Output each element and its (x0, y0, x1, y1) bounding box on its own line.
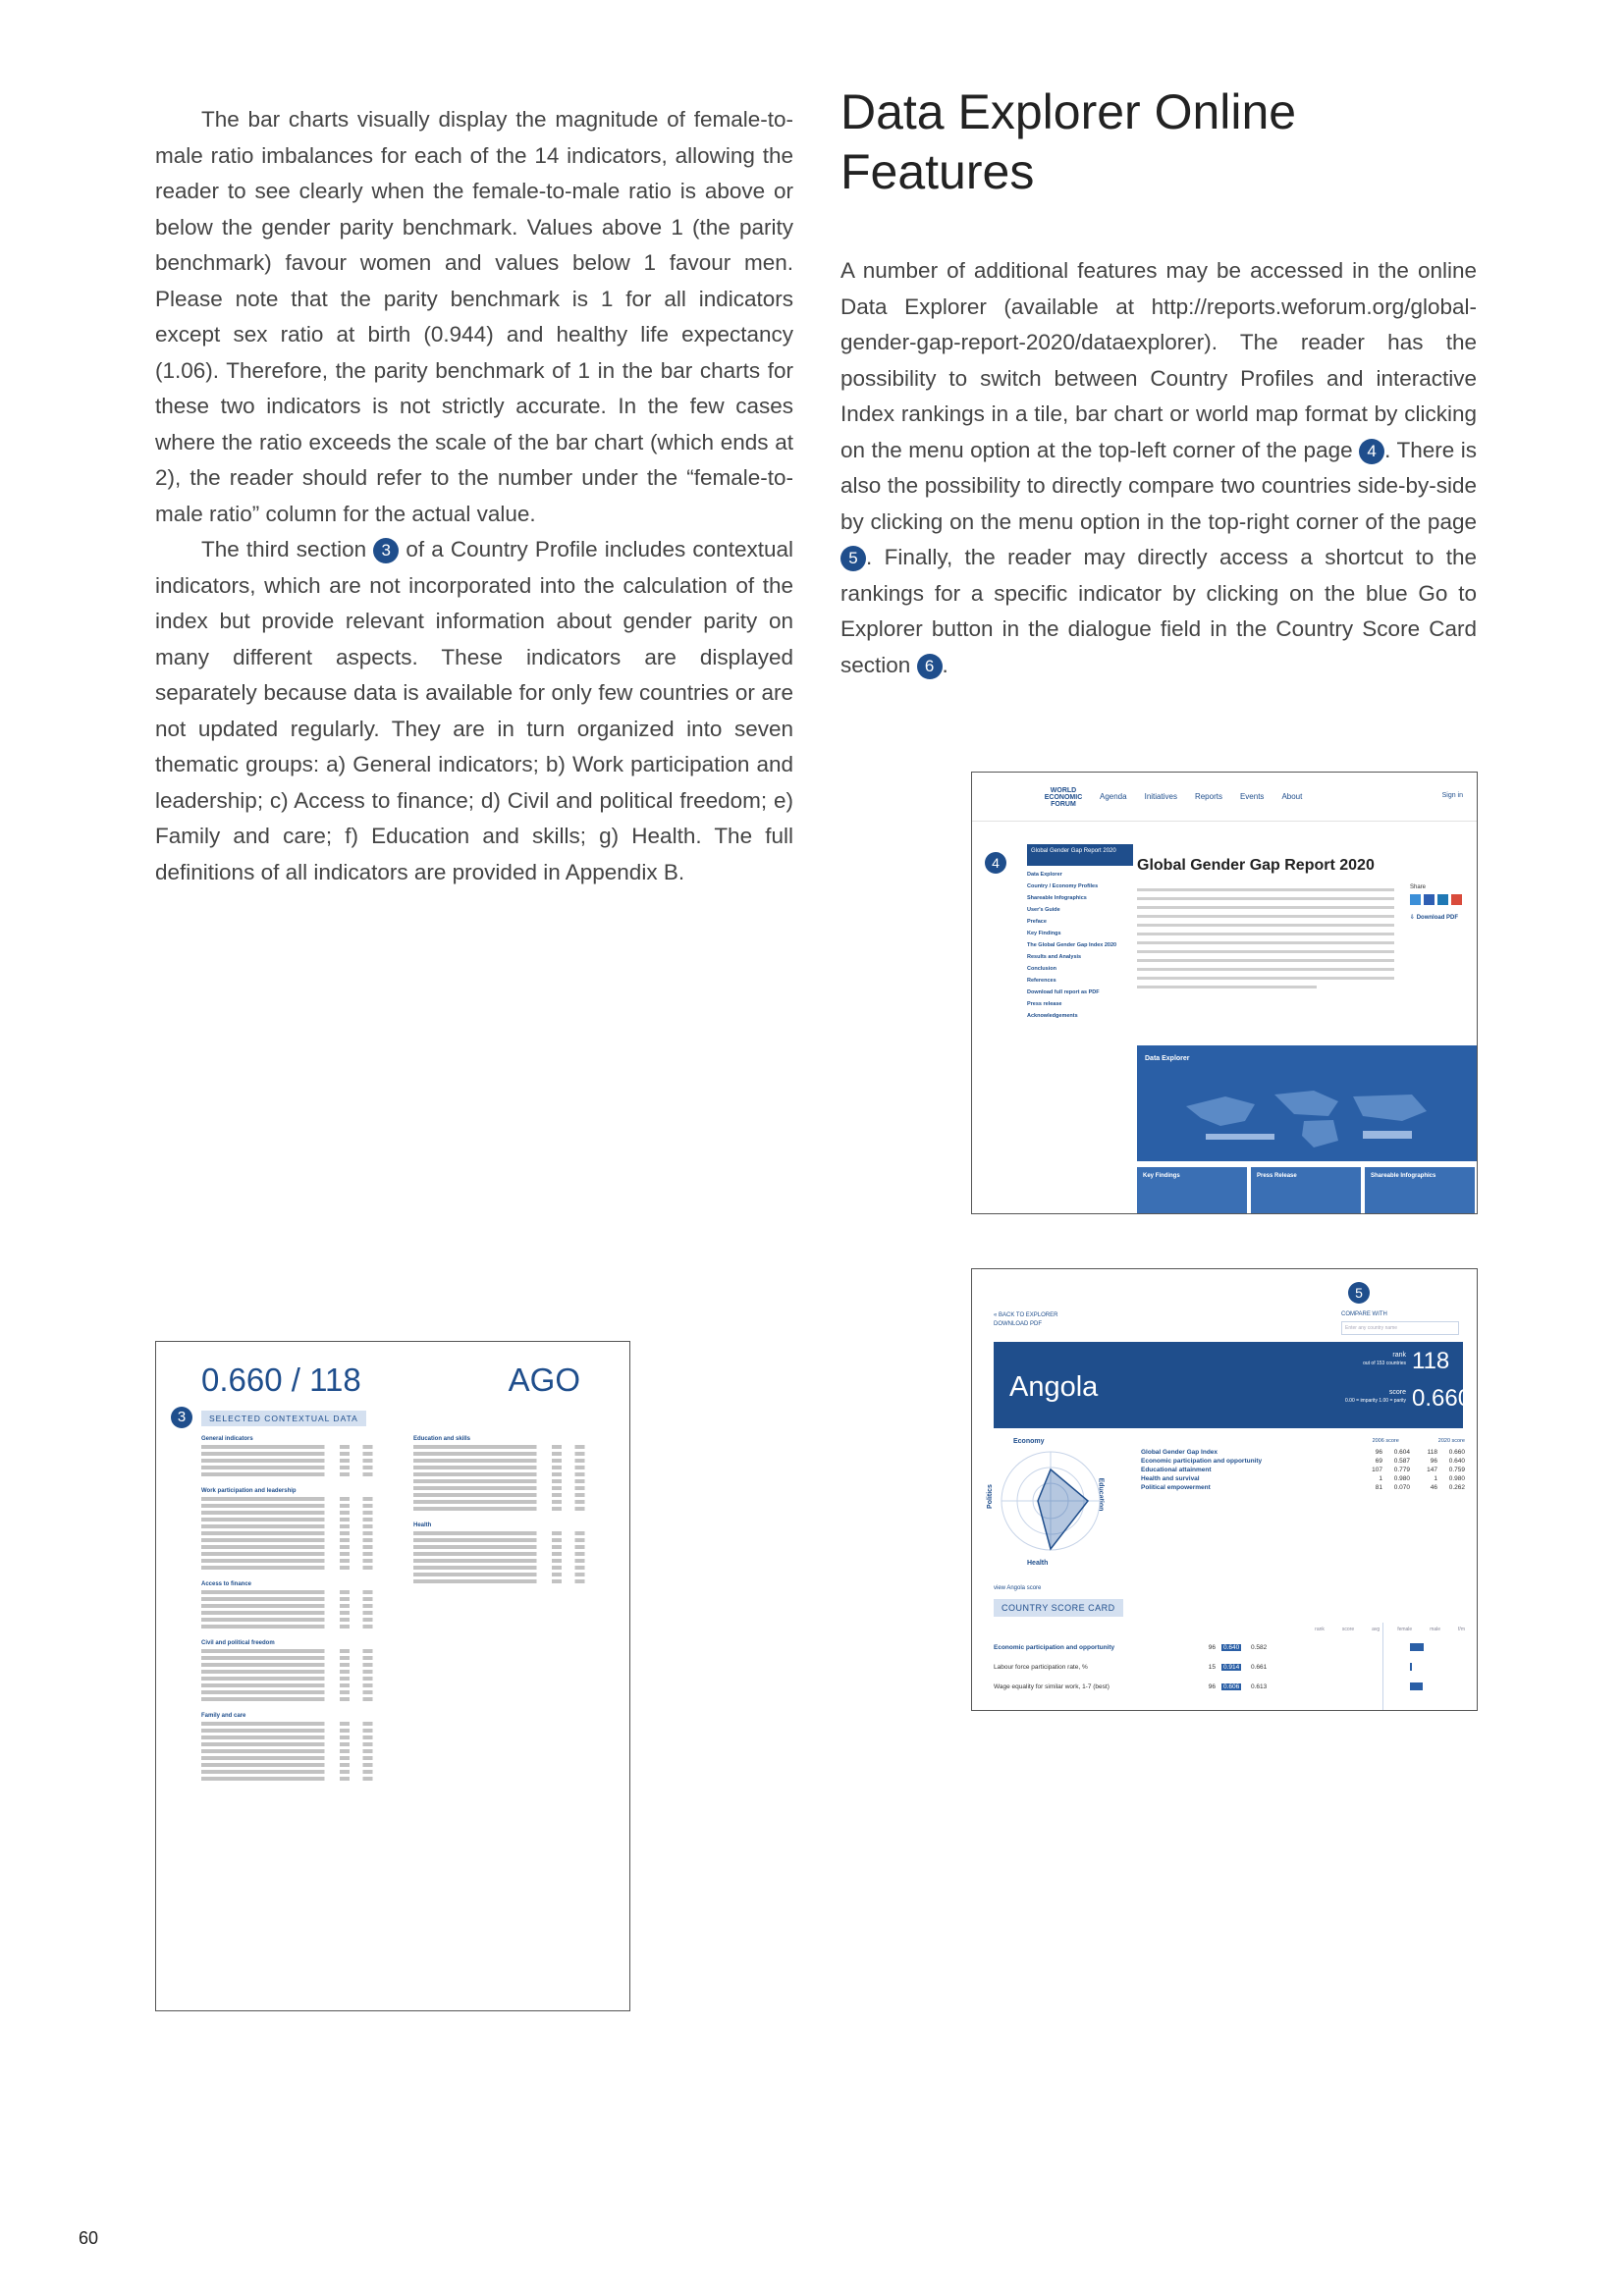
compare-country-input: Enter any country name (1341, 1321, 1459, 1335)
sidebar-item: Key Findings (1027, 931, 1061, 936)
contextual-row (201, 1670, 394, 1674)
contextual-row (201, 1452, 394, 1456)
chart-bar (1206, 1134, 1274, 1140)
subindex-value: 96 (1430, 1458, 1437, 1465)
data-explorer-banner (1137, 1045, 1478, 1161)
report-tile (1365, 1167, 1475, 1214)
contextual-row (201, 1742, 394, 1746)
indicator-average: 0.582 (1251, 1643, 1268, 1651)
contextual-row (201, 1663, 394, 1667)
radar-series (1038, 1469, 1088, 1549)
data-explorer-label: Data Explorer (1145, 1055, 1190, 1062)
page-number: 60 (79, 2228, 99, 2248)
contextual-row (201, 1611, 394, 1615)
indicator-score: 0.640 (1223, 1643, 1240, 1651)
sidebar-item: Results and Analysis (1027, 954, 1082, 960)
rank-value: 118 (1412, 1348, 1450, 1374)
menu-item: Initiatives (1144, 792, 1177, 801)
score-card-header-cell: score (1341, 1627, 1355, 1632)
contextual-group-title: Education and skills (413, 1436, 471, 1442)
contextual-group (201, 1640, 394, 1701)
wef-logo: WORLD ECONOMIC FORUM (1044, 787, 1083, 808)
contextual-data-columns (201, 1436, 606, 1792)
contextual-row (201, 1504, 394, 1508)
subindex-value: 0.779 (1393, 1467, 1410, 1473)
contextual-row (413, 1566, 606, 1570)
contextual-row (201, 1524, 394, 1528)
indicator-score: 0.914 (1223, 1663, 1240, 1671)
sidebar-item: References (1027, 978, 1056, 984)
download-pdf-link: DOWNLOAD PDF (994, 1321, 1043, 1327)
subindex-value: 69 (1375, 1458, 1382, 1465)
facebook-icon (1424, 894, 1435, 905)
sidebar-item: Press release (1027, 1001, 1062, 1007)
contextual-row (201, 1466, 394, 1469)
subindex-value: 1 (1379, 1475, 1382, 1482)
score-label-text: score (1388, 1389, 1406, 1396)
radar-axis-education: Education (1097, 1477, 1105, 1512)
paragraph-part: . There is also the possibility to directly compare two countries side-by-side by clicking on the menu option in the top-right corner of the page (840, 437, 1478, 534)
subindex-value: 0.640 (1448, 1458, 1465, 1465)
report-tile-label: Press Release (1257, 1173, 1297, 1179)
linkedin-icon (1437, 894, 1448, 905)
menu-item: Reports (1194, 792, 1222, 801)
contextual-row (201, 1511, 394, 1515)
map-shape (1274, 1091, 1338, 1116)
callout-marker-5: 5 (840, 546, 866, 571)
score-card-header-cell: female (1397, 1627, 1413, 1632)
contextual-row (413, 1472, 606, 1476)
contextual-row (201, 1597, 394, 1601)
contextual-row (201, 1763, 394, 1767)
radar-axis-health: Health (1027, 1560, 1049, 1567)
contextual-row (201, 1590, 394, 1594)
index-table-row (1141, 1483, 1465, 1492)
table-header-cell: 2020 score (1437, 1438, 1465, 1444)
callout-marker-5: 5 (1348, 1282, 1370, 1304)
paragraph-data-explorer (840, 253, 1477, 683)
contextual-row (201, 1677, 394, 1681)
score-card-row (994, 1640, 1465, 1654)
contextual-column-left (201, 1436, 394, 1792)
contextual-group-title: Work participation and leadership (201, 1488, 297, 1494)
contextual-row (201, 1625, 394, 1629)
contextual-row (201, 1683, 394, 1687)
sidebar-header: Global Gender Gap Report 2020 (1027, 844, 1133, 866)
contextual-row (201, 1472, 394, 1476)
subindex-name: Educational attainment (1141, 1467, 1212, 1473)
indicator-name: Economic participation and opportunity (994, 1643, 1115, 1651)
sidebar-item: Conclusion (1027, 966, 1056, 972)
report-title: Global Gender Gap Report 2020 (1137, 857, 1375, 874)
contextual-group (413, 1522, 606, 1583)
score-label (1322, 1389, 1406, 1405)
score-card-header-cell: avg (1372, 1627, 1380, 1632)
menu-item: Events (1239, 792, 1265, 801)
country-profile-screenshot (155, 1341, 630, 2011)
report-website-screenshot (971, 772, 1478, 1214)
rank-label (1322, 1352, 1406, 1367)
contextual-group-title: Family and care (201, 1713, 246, 1719)
country-score-card-label: COUNTRY SCORE CARD (994, 1599, 1123, 1617)
callout-marker-3: 3 (373, 538, 399, 563)
subindex-value: 0.759 (1448, 1467, 1465, 1473)
subindex-value: 96 (1375, 1449, 1382, 1456)
paragraph-part: . Finally, the reader may directly access a shortcut to the rankings for a specific indicator by clicking on the blue Go to Explorer button in the dialogue field in the Country Score Card section (840, 545, 1477, 677)
map-shape (1302, 1120, 1338, 1148)
contextual-row (201, 1552, 394, 1556)
index-table-row (1141, 1457, 1465, 1466)
text-line (1137, 915, 1394, 918)
text-line (1137, 933, 1394, 935)
text-line (1137, 959, 1394, 962)
profile-country-code: AGO (508, 1362, 580, 1398)
indicator-score: 0.606 (1223, 1682, 1240, 1690)
text-line (1137, 968, 1394, 971)
contextual-row (201, 1545, 394, 1549)
subindex-value: 118 (1427, 1449, 1437, 1456)
subindex-value: 46 (1430, 1484, 1437, 1491)
contextual-column-right (413, 1436, 606, 1792)
contextual-row (413, 1579, 606, 1583)
subindex-value: 1 (1434, 1475, 1437, 1482)
callout-marker-4: 4 (985, 852, 1006, 874)
sidebar-item: Data Explorer (1027, 872, 1062, 878)
text-line (1137, 897, 1394, 900)
download-icon: ⇩ (1410, 915, 1416, 921)
text-line (1137, 986, 1317, 988)
contextual-row (413, 1486, 606, 1490)
contextual-row (413, 1500, 606, 1504)
index-table-header (1141, 1438, 1465, 1444)
contextual-row (201, 1749, 394, 1753)
score-card-row (994, 1660, 1465, 1674)
report-tiles (1137, 1167, 1478, 1214)
score-card-row (994, 1680, 1465, 1693)
contextual-row (413, 1459, 606, 1463)
contextual-row (413, 1573, 606, 1576)
compare-with-label: COMPARE WITH (1341, 1311, 1387, 1317)
score-card-header (994, 1627, 1465, 1632)
report-tile-label: Key Findings (1143, 1173, 1180, 1179)
callout-marker-3: 3 (171, 1407, 192, 1428)
contextual-group-title: General indicators (201, 1436, 253, 1442)
text-line (1137, 941, 1394, 944)
contextual-row (413, 1538, 606, 1542)
indicator-rank: 15 (1208, 1663, 1216, 1671)
contextual-row (201, 1559, 394, 1563)
contextual-group (201, 1488, 394, 1570)
contextual-row (201, 1445, 394, 1449)
map-shape (1353, 1095, 1427, 1121)
sidebar-item: Country / Economy Profiles (1027, 883, 1099, 889)
contextual-group-title: Access to finance (201, 1581, 252, 1587)
callout-marker-6: 6 (917, 654, 943, 679)
contextual-row (413, 1552, 606, 1556)
paragraph-bar-charts: The bar charts visually display the magnitude of female-to-male ratio imbalances for each of the 14 indicators, allowing the reader to see clearly when the female-to-male ratio is above or below the gender parity benchmark. Values above 1 (the parity benchmark) favour women and values below 1 favour men. Please note that the parity benchmark is 1 for all indicators except sex ratio at birth (0.944) and healthy life expectancy (1.06). Therefore, the parity benchmark of 1 in the bar charts for these two indicators is not strictly accurate. In the few cases where the ratio exceeds the scale of the bar chart (which ends at 2), the reader should refer to the number under the “female-to-male ratio” column for the actual value. (155, 107, 793, 526)
report-tile (1251, 1167, 1361, 1214)
index-table-rows (1141, 1448, 1465, 1492)
contextual-row (201, 1649, 394, 1653)
parity-bar (1410, 1663, 1412, 1671)
subindex-name: Political empowerment (1141, 1484, 1211, 1491)
score-subtext: 0.00 = imparity 1.00 = parity (1345, 1398, 1406, 1404)
share-icons (1410, 894, 1465, 905)
contextual-row (201, 1735, 394, 1739)
subindex-value: 147 (1427, 1467, 1437, 1473)
indicator-name: Wage equality for similar work, 1-7 (best) (994, 1682, 1110, 1690)
contextual-row (201, 1459, 394, 1463)
subindex-value: 0.660 (1448, 1449, 1465, 1456)
text-line (1137, 977, 1394, 980)
selected-contextual-data-label: SELECTED CONTEXTUAL DATA (201, 1411, 366, 1426)
score-card-header-cell: f/m (1458, 1627, 1465, 1632)
subindex-name: Global Gender Gap Index (1141, 1449, 1218, 1456)
contextual-group (201, 1713, 394, 1781)
share-label: Share (1410, 884, 1427, 890)
contextual-row (413, 1479, 606, 1483)
country-compare-screenshot (971, 1268, 1478, 1711)
contextual-row (201, 1531, 394, 1535)
contextual-row (201, 1722, 394, 1726)
country-name: Angola (1009, 1371, 1099, 1403)
score-card-header-cell: male (1430, 1627, 1441, 1632)
indicator-rank: 96 (1208, 1682, 1216, 1690)
indicator-rank: 96 (1208, 1643, 1216, 1651)
right-column (840, 82, 1477, 683)
subindex-value: 0.980 (1393, 1475, 1410, 1482)
back-to-explorer-link: « BACK TO EXPLORER (994, 1312, 1058, 1318)
chart-bar (1363, 1131, 1412, 1139)
paragraph-part: of a Country Profile includes contextual indicators, which are not incorporated into the calculation of the index but provide relevant information about gender parity on many different aspects. These indicators are displayed separately because data is available for only few countries or are not updated regularly. They are in turn organized into seven thematic groups: a) General indicators; b) Work participation and leadership; c) Access to finance; d) Civil and political freedom; e) Family and care; f) Education and skills; g) Health. The full definitions of all indicators are provided in Appendix B. (155, 537, 793, 884)
score-value: 0.660 (1412, 1385, 1472, 1412)
paragraph-part: . (942, 652, 948, 677)
indicator-name: Labour force participation rate, % (994, 1663, 1088, 1671)
index-table-row (1141, 1466, 1465, 1474)
subindex-value: 0.070 (1393, 1484, 1410, 1491)
contextual-row (413, 1452, 606, 1456)
contextual-row (413, 1445, 606, 1449)
world-map-graphic (1166, 1077, 1451, 1155)
subindex-name: Economic participation and opportunity (1141, 1458, 1263, 1465)
text-line (1137, 906, 1394, 909)
menu-item: Agenda (1100, 792, 1127, 801)
contextual-row (413, 1466, 606, 1469)
contextual-row (201, 1729, 394, 1733)
profile-score: 0.660 / 118 (201, 1362, 361, 1398)
index-table-row (1141, 1474, 1465, 1483)
callout-marker-4: 4 (1359, 439, 1384, 464)
subindex-value: 0.587 (1393, 1458, 1410, 1465)
report-intro-text (1137, 882, 1394, 988)
section-title: Data Explorer Online Features (840, 84, 1297, 199)
table-header-cell: 2006 score (1372, 1438, 1399, 1444)
contextual-row (201, 1690, 394, 1694)
radar-axis-politics: Politics (986, 1484, 994, 1509)
contextual-row (413, 1507, 606, 1511)
country-banner (994, 1342, 1472, 1428)
sign-in-link: Sign in (1441, 792, 1463, 799)
sidebar-item: User's Guide (1027, 907, 1060, 913)
paragraph-part: The third section (201, 537, 374, 561)
contextual-group (201, 1581, 394, 1629)
contextual-row (201, 1538, 394, 1542)
contextual-group-title: Civil and political freedom (201, 1640, 275, 1646)
report-tile-label: Shareable Infographics (1371, 1173, 1436, 1179)
indicator-average: 0.661 (1251, 1663, 1268, 1671)
sidebar-items (1027, 872, 1133, 1019)
contextual-group (201, 1436, 394, 1476)
subindex-value: 0.262 (1448, 1484, 1465, 1491)
paragraph-contextual-indicators (155, 532, 793, 890)
radar-axis-economy: Economy (1013, 1438, 1045, 1445)
contextual-row (413, 1545, 606, 1549)
subindex-name: Health and survival (1141, 1475, 1200, 1482)
sidebar-item: Shareable Infographics (1027, 895, 1087, 901)
sidebar-item: Acknowledgements (1027, 1013, 1078, 1019)
contextual-row (201, 1604, 394, 1608)
map-shape (1186, 1096, 1255, 1126)
contextual-row (413, 1493, 606, 1497)
radar-chart (998, 1448, 1104, 1554)
contextual-group-title: Health (413, 1522, 432, 1528)
sidebar-item: The Global Gender Gap Index 2020 (1027, 942, 1117, 948)
index-table-row (1141, 1448, 1465, 1457)
sidebar-item: Download full report as PDF (1027, 989, 1100, 995)
contextual-row (413, 1559, 606, 1563)
site-nav (972, 773, 1477, 822)
rank-label-text: rank (1392, 1352, 1406, 1359)
contextual-row (201, 1618, 394, 1622)
contextual-row (201, 1756, 394, 1760)
contextual-row (201, 1497, 394, 1501)
report-tile (1137, 1167, 1247, 1214)
report-sidebar (1027, 844, 1133, 1019)
download-pdf-link (1410, 914, 1458, 921)
view-country-link: view Angola score (994, 1585, 1042, 1591)
parity-bar (1410, 1643, 1424, 1651)
subindex-value: 0.604 (1393, 1449, 1410, 1456)
text-line (1137, 888, 1394, 891)
text-line (1137, 950, 1394, 953)
indicator-average: 0.613 (1251, 1682, 1268, 1690)
rank-subtext: out of 153 countries (1363, 1361, 1406, 1366)
parity-bar (1410, 1682, 1423, 1690)
contextual-row (201, 1697, 394, 1701)
subindex-value: 0.980 (1448, 1475, 1465, 1482)
text-line (1137, 924, 1394, 927)
contextual-row (201, 1656, 394, 1660)
sidebar-item: Preface (1027, 919, 1047, 925)
subindex-value: 107 (1372, 1467, 1382, 1473)
site-menu (1100, 792, 1320, 801)
paragraph-part: A number of additional features may be accessed in the online Data Explorer (available at http://reports.weforum.org/global-gender-gap-report-2020/dataexplorer). The reader has the possibility to switch between Country Profiles and interactive Index rankings in a tile, bar chart or world map format by clicking on the menu option at the top-left corner of the page (840, 258, 1477, 462)
subindex-value: 81 (1375, 1484, 1382, 1491)
contextual-row (413, 1531, 606, 1535)
menu-item: About (1281, 792, 1303, 801)
back-links (994, 1311, 1057, 1329)
score-card-header-cell: rank (1315, 1627, 1325, 1632)
contextual-group (413, 1436, 606, 1511)
left-column (155, 102, 793, 890)
contextual-row (201, 1518, 394, 1522)
download-pdf-label: Download PDF (1416, 915, 1459, 921)
contextual-row (201, 1777, 394, 1781)
index-table (1141, 1438, 1465, 1492)
twitter-icon (1410, 894, 1421, 905)
contextual-row (201, 1566, 394, 1570)
email-icon (1451, 894, 1462, 905)
contextual-row (201, 1770, 394, 1774)
